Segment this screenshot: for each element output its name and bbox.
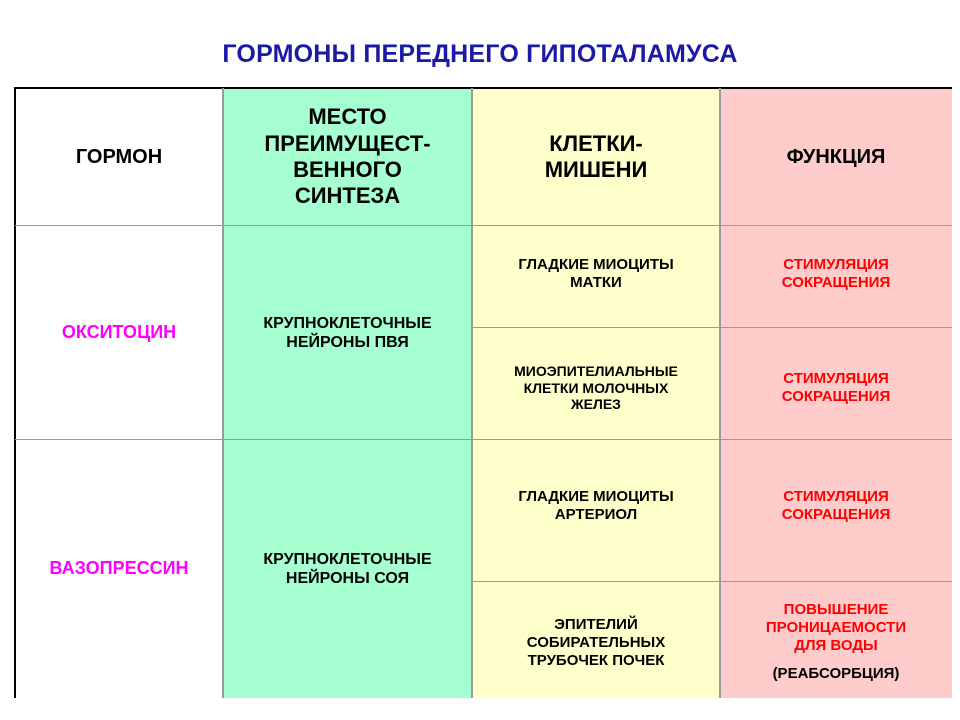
site-line: КРУПНОКЛЕТОЧНЫЕ [263, 314, 432, 332]
site-line: НЕЙРОНЫ ПВЯ [286, 334, 409, 351]
function-note: (РЕАБСОРБЦИЯ) [772, 665, 900, 682]
target-line: ГЛАДКИЕ МИОЦИТЫ [518, 256, 674, 273]
function-line: СОКРАЩЕНИЯ [781, 274, 891, 291]
target-line: СОБИРАТЕЛЬНЫХ [526, 634, 666, 651]
table-border-left [14, 87, 16, 698]
function-line: СТИМУЛЯЦИЯ [783, 488, 889, 505]
target-cell [472, 440, 720, 582]
target-line: КЛЕТКИ МОЛОЧНЫХ [523, 379, 669, 396]
target-cell [472, 582, 720, 698]
target-cell [472, 226, 720, 328]
hormone-cell-vasopressin [15, 440, 223, 698]
row-divider [472, 581, 952, 582]
function-line: СТИМУЛЯЦИЯ [783, 370, 889, 387]
function-cell [720, 226, 952, 328]
target-line: ЖЕЛЕЗ [571, 396, 621, 413]
hormone-name: ВАЗОПРЕССИН [49, 558, 189, 579]
function-line: СОКРАЩЕНИЯ [781, 388, 891, 405]
column-divider [222, 88, 224, 698]
function-line: ПОВЫШЕНИЕ [783, 601, 889, 618]
column-divider [471, 88, 473, 698]
function-line: СТИМУЛЯЦИЯ [783, 256, 889, 273]
site-cell-vasopressin [223, 440, 472, 698]
function-line: СОКРАЩЕНИЯ [781, 506, 891, 523]
header-site-line: ПРЕИМУЩЕСТ- [264, 130, 431, 156]
site-line: НЕЙРОНЫ СОЯ [285, 570, 410, 587]
target-line: ГЛАДКИЕ МИОЦИТЫ [518, 488, 674, 505]
function-cell [720, 328, 952, 440]
target-line: ЭПИТЕЛИЙ [554, 616, 638, 633]
row-divider [472, 327, 952, 328]
row-divider [15, 225, 952, 226]
target-line: ТРУБОЧЕК ПОЧЕК [527, 652, 665, 669]
target-line: МАТКИ [570, 274, 622, 291]
header-site-line: МЕСТО [308, 104, 387, 130]
header-site-line: СИНТЕЗА [294, 183, 401, 209]
target-cell [472, 328, 720, 440]
header-function [720, 88, 952, 226]
function-line: ПРОНИЦАЕМОСТИ [765, 619, 907, 636]
hormone-name: ОКСИТОЦИН [61, 322, 177, 343]
target-line: АРТЕРИОЛ [554, 506, 638, 523]
header-hormone-label: ГОРМОН [75, 146, 163, 168]
slide-title: ГОРМОНЫ ПЕРЕДНЕГО ГИПОТАЛАМУСА [222, 40, 738, 68]
target-line: МИОЭПИТЕЛИАЛЬНЫЕ [514, 362, 678, 379]
header-function-label: ФУНКЦИЯ [786, 146, 886, 168]
site-cell-oxytocin [223, 226, 472, 440]
header-targets-line: КЛЕТКИ- [549, 130, 643, 156]
column-divider [719, 88, 721, 698]
header-site-line: ВЕННОГО [293, 157, 402, 182]
site-line: КРУПНОКЛЕТОЧНЫЕ [263, 550, 432, 568]
hormone-cell-oxytocin [15, 226, 223, 440]
function-cell [720, 440, 952, 582]
row-divider [15, 439, 952, 440]
header-targets-line: МИШЕНИ [544, 157, 648, 182]
header-hormone [15, 88, 223, 226]
table-border-top [15, 87, 952, 89]
function-cell [720, 582, 952, 698]
header-site [223, 88, 472, 226]
header-targets [472, 88, 720, 226]
function-line: ДЛЯ ВОДЫ [794, 637, 878, 654]
